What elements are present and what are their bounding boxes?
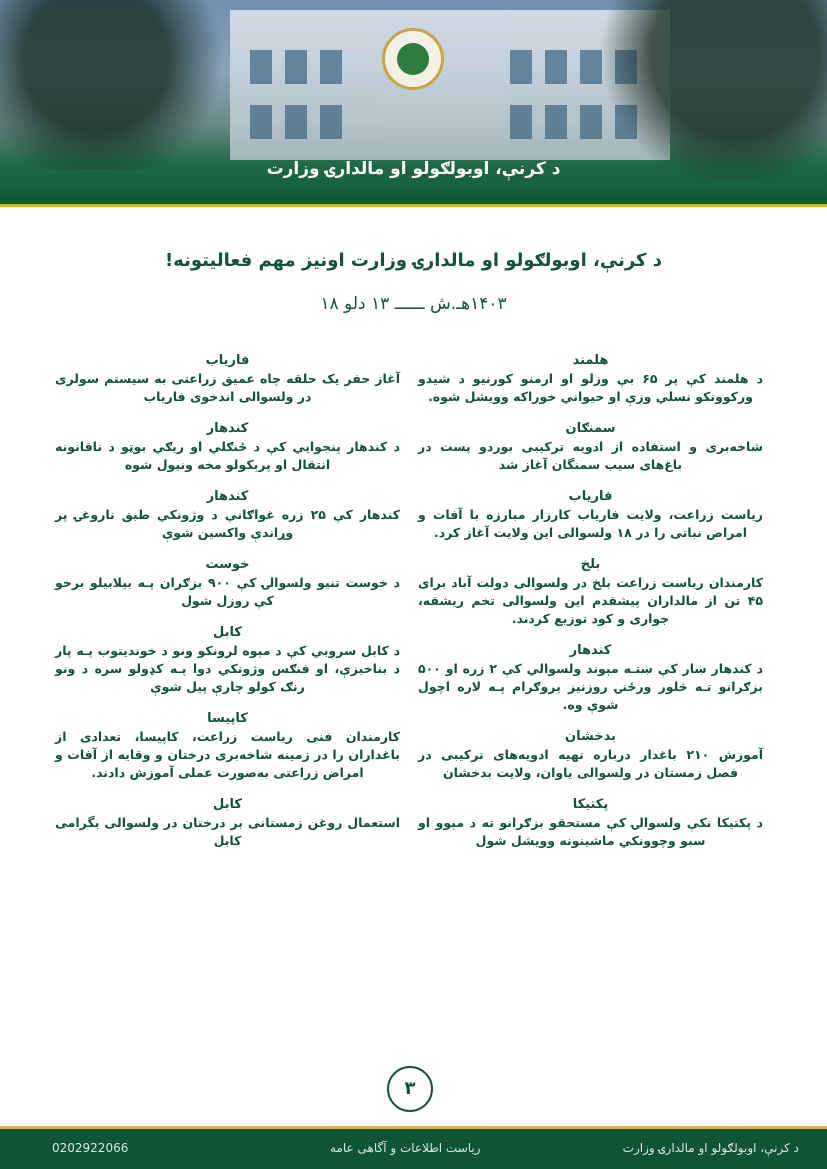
news-item bbox=[418, 488, 763, 542]
news-item bbox=[55, 352, 400, 406]
news-item-body: د کابل سروبي کې د مېوه لرونکو ونو د خوندیتوب پـه پار د بناخیزې، او فنګس وژونکي دوا پـه کډولو سره د ونو رنګ کولو چارې پیل شوې bbox=[55, 643, 400, 694]
tree-silhouette-left bbox=[0, 0, 240, 170]
news-item-body: د کندهار ښار کې ښتـه مېوند ولسوالي کې ۲ زره او ۵۰۰ بزګرانو تـه څلور ورځنۍ روزنیز پروګرام پـه لاره اچول شوې وه. bbox=[418, 661, 763, 712]
left-column bbox=[55, 352, 400, 864]
news-item-title: هلمند bbox=[572, 353, 609, 368]
news-item-title: بدخشان bbox=[565, 729, 616, 744]
news-item-body: کندهار کې ۲۵ زره غواګانې د وژونکي طبق ناروغۍ پر وړاندې واکسین شوې bbox=[55, 507, 400, 540]
news-item bbox=[55, 796, 400, 850]
page-number: ۳ bbox=[387, 1066, 433, 1112]
header-title: د کرنې، اوبولګولو او مالدارۍ وزارت bbox=[266, 159, 561, 179]
news-item-body: د کندهار پنجوایي کې د ځنګلي او ریګي بوټو د ناقانونه انتقال او پرېکولو مخه ونیول شوه bbox=[55, 439, 400, 472]
footer-bar bbox=[0, 1126, 827, 1169]
news-item-body: د پکتیکا نکې ولسوالۍ کې مستحقو بزګرانو ته د مېوو او سبو وچوونکي ماشینونه وویشل شول bbox=[418, 815, 763, 848]
news-item-body: آغاز حفر یک حلقه چاه عمیق زراعتی به سیستم سولری در ولسوالی اندخوی فاریاب bbox=[55, 371, 400, 404]
news-item-title: کندهار bbox=[569, 643, 612, 658]
news-item bbox=[55, 556, 400, 610]
header-banner bbox=[0, 0, 827, 205]
footer-phone: 0202922066 bbox=[52, 1141, 129, 1155]
news-item bbox=[55, 420, 400, 474]
news-item-body: د هلمند کې پر ۶۵ بې وزلو او ارمنو کورنیو د شیدو ورکوونکو نسلي وزې او حیواني خوراکه وویشل شوه. bbox=[418, 371, 763, 404]
news-item-title: خوست bbox=[205, 557, 250, 572]
news-item-title: کاپیسا bbox=[207, 711, 248, 726]
footer-ministry: د کرنې، اوبولګولو او مالدارۍ وزارت bbox=[622, 1141, 799, 1155]
news-item-title: کندهار bbox=[206, 421, 249, 436]
news-item-title: کابل bbox=[213, 797, 242, 812]
header-divider bbox=[0, 204, 827, 207]
news-item-title: سمنګان bbox=[565, 421, 616, 436]
document-title: د کرنې، اوبولګولو او مالدارۍ وزارت اونيز مهم فعالیتونه! bbox=[164, 250, 663, 271]
news-item-title: کابل bbox=[213, 625, 242, 640]
news-item bbox=[55, 624, 400, 696]
tree-silhouette-right bbox=[597, 0, 827, 180]
news-item-title: پکتیکا bbox=[572, 797, 609, 812]
news-item bbox=[55, 710, 400, 782]
news-item-body: کارمندان فنی ریاست زراعت، کاپیسا، تعدادی از باغداران را در زمینه شاخه‌بری درختان و وقایه از آفات و امراض زراعتی به‌صورت عملی آموزش دادند. bbox=[55, 729, 400, 780]
news-item-title: بلخ bbox=[580, 557, 601, 572]
news-item-body: آموزش ۲۱۰ باغدار درباره تهیه ادویه‌های ترکیبی در فصل زمستان در ولسوالی یاوان، ولایت بدخشان bbox=[418, 747, 763, 780]
news-item-title: فاریاب bbox=[205, 353, 250, 368]
ministry-emblem-logo bbox=[382, 28, 444, 90]
news-item bbox=[55, 488, 400, 542]
news-item bbox=[418, 352, 763, 406]
news-item-body: کارمندان ریاست زراعت بلخ در ولسوالی دولت آباد برای ۴۵ تن از مالداران پیشقدم این ولسوالی تخم ریشقه، جواری و کود توزیع کردند. bbox=[418, 575, 763, 626]
news-item bbox=[418, 796, 763, 850]
news-item bbox=[418, 642, 763, 714]
right-column bbox=[418, 352, 763, 864]
footer-department: ریاست اطلاعات و آگاهی عامه bbox=[330, 1141, 481, 1155]
news-item-title: کندهار bbox=[206, 489, 249, 504]
news-item bbox=[418, 420, 763, 474]
document-date: ۱۴۰۳هـ.ش ــــــ ۱۳ دلو ۱۸ bbox=[320, 294, 507, 314]
news-item-body: شاخه‌بری و استفاده از ادویه ترکیبی بوردو پست در باغ‌های سیب سمنگان آغاز شد bbox=[418, 439, 763, 472]
news-item-body: د خوست تنیو ولسوالۍ کې ۹۰۰ بزګران پـه بیلابیلو برخو کې روزل شول bbox=[55, 575, 400, 608]
news-item-body: ریاست زراعت، ولایت فاریاب کارزار مبارزه با آفات و امراض نباتی را در ۱۸ ولسوالی این ولایت آغاز کرد. bbox=[418, 507, 763, 540]
news-item-title: فاریاب bbox=[568, 489, 613, 504]
news-item bbox=[418, 556, 763, 628]
news-item bbox=[418, 728, 763, 782]
news-item-body: استعمال روغن زمستانی بر درختان در ولسوالی بگرامی کابل bbox=[55, 815, 400, 848]
